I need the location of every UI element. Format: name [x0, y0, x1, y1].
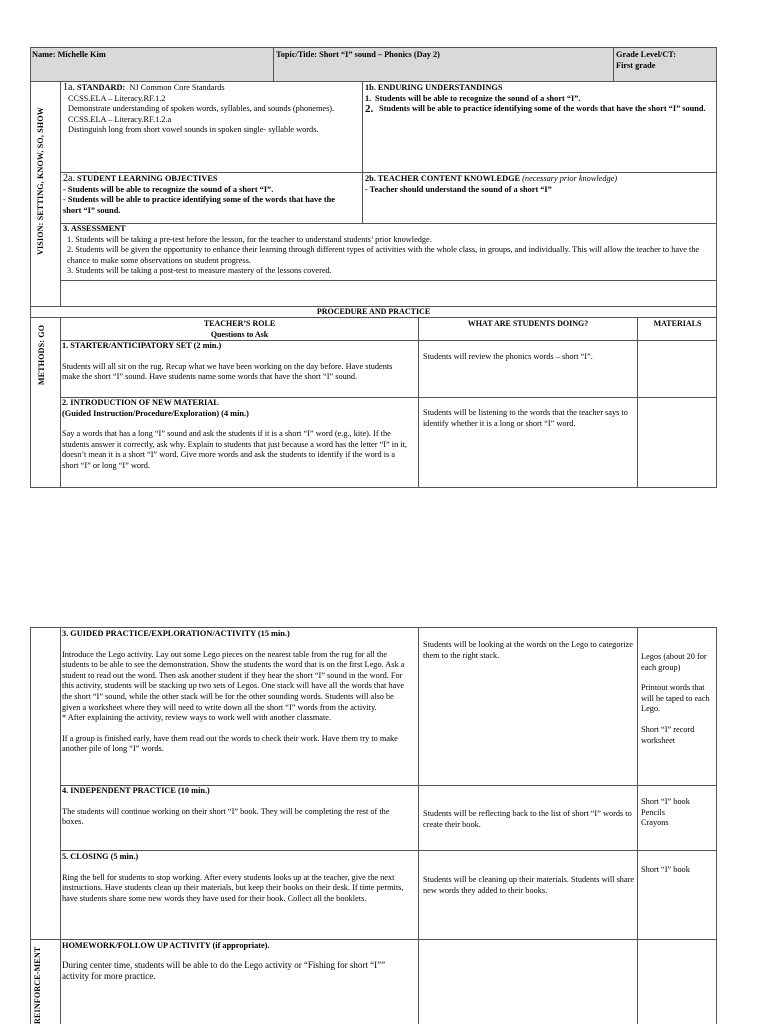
- procedure-title: PROCEDURE AND PRACTICE: [316, 307, 431, 316]
- learning-objectives: 2a. STUDENT LEARNING OBJECTIVES - Students will be able to recognize the sound of a short “I”. - Students will be able to practice identifying some of the words that have the short “I” sound.: [63, 174, 358, 216]
- assessment-item: 1. Students will be taking a pre-test before the lesson, for the teacher to understand students’ prior knowledge.: [67, 234, 432, 244]
- col-teacher-role: TEACHER’S ROLE Questions to Ask: [203, 319, 276, 339]
- vision-side-label: VISION: SETTING, KNOW, SO, SHOW: [36, 107, 45, 255]
- closing-students: Students will be cleaning up their materials. Students will share new words they added to their books.: [423, 875, 635, 895]
- independent-practice-students: Students will be reflecting back to the list of short “I” words to create their book.: [423, 809, 632, 829]
- standard-line: CCSS.ELA – Literacy.RF.1.2.a: [68, 114, 172, 124]
- grade-level-label: Grade Level/CT:: [616, 50, 676, 59]
- methods-side-label: METHODS: GO: [37, 324, 46, 385]
- standard-line: Distinguish long from short vowel sounds in spoken single- syllable words.: [68, 125, 319, 135]
- lesson-topic: Topic/Title: Short “I” sound – Phonics (Day 2): [276, 50, 440, 59]
- standard-line: CCSS.ELA – Literacy.RF.1.2: [68, 93, 166, 103]
- teacher-name: Name: Michelle Kim: [32, 50, 106, 59]
- grade-level-value: First grade: [616, 61, 656, 70]
- independent-practice-row: 4. INDEPENDENT PRACTICE (10 min.) The students will continue working on their short “I” book. They will be completing the rest of the boxes.: [62, 786, 390, 827]
- assessment-item: 2. Students will be given the opportunity to enhance their learning through different types of activities with the whole class, in groups, and individually. This will allow the teacher to have the chance to make some observations on student progress.: [67, 245, 700, 265]
- col-materials: MATERIALS: [653, 319, 702, 328]
- guided-practice-students: Students will be looking at the words on the Lego to categorize them to the right stack.: [423, 640, 633, 660]
- procedure-row: 2. INTRODUCTION OF NEW MATERIAL (Guided Instruction/Procedure/Exploration) (4 min.) Say a words that has a long “I” sound and ask the students if it is a short “I” word (e.g., kite). If the students answer it correctly, ask why. Explain to students that just because a word has the letter “I” in it, doesn’t mean it is a short “I” word. Give more words and ask the students to identify if the word is a short “I” or long “I” word.: [62, 398, 407, 470]
- teacher-content-knowledge: 2b. TEACHER CONTENT KNOWLEDGE (necessary prior knowledge) - Teacher should understand the sound of a short “I”: [365, 174, 715, 195]
- enduring-heading: 1b. ENDURING UNDERSTANDINGS: [365, 83, 503, 92]
- guided-practice-materials: Legos (about 20 for each group) Printout words that will be taped to each Lego. Short “I” record worksheet: [641, 652, 710, 745]
- assessment-item: 3. Students will be taking a post-test to measure mastery of the lessons covered.: [67, 266, 332, 276]
- teacher-knowledge-text: - Teacher should understand the sound of a short “I”: [365, 184, 552, 194]
- independent-practice-materials: Short “I” book Pencils Crayons: [641, 797, 690, 828]
- assessment-block: [63, 224, 715, 277]
- procedure-row-students: Students will review the phonics words – short “I”.: [423, 352, 593, 361]
- closing-materials: Short “I” book: [641, 865, 690, 874]
- standard-line: Demonstrate understanding of spoken words, syllables, and sounds (phonemes).: [68, 104, 335, 114]
- procedure-row: 1. STARTER/ANTICIPATORY SET (2 min.) Students will all sit on the rug. Recap what we have been working on the day before. Have students make the short “I” sound. Have students name some words that have the short “I” sound.: [62, 341, 393, 382]
- guided-practice-row: 3. GUIDED PRACTICE/EXPLORATION/ACTIVITY (15 min.) Introduce the Lego activity. Lay out some Lego pieces on the nearest table from the rug for all the students to be able to see the demonstration. Show the students the word that is on the first Lego. Ask a student to read out the word. Then ask another student if they hear the short “I” sound in the word. For this activity, students will be stacking up two sets of Legos. One stack will have all the words that have the short “I” sound, while the other stack will be for the other sounding words. Students will also be given a worksheet where they will need to write down all the short “I” words from the activity. * After explaining the activity, review ways to work well with another classmate. If a group is finished early, have them read out the words to check their work. Have them try to make another pile of long “I” words.: [62, 629, 405, 754]
- homework-block: HOMEWORK/FOLLOW UP ACTIVITY (if appropriate). During center time, students will be able to do the Lego activity or “Fishing for short “I”” activity for more practice.: [62, 941, 386, 982]
- reinforcement-side-label: REINFORCE-MENT: [33, 946, 42, 1024]
- enduring-understandings: 1b. ENDURING UNDERSTANDINGS 1. Students will be able to recognize the sound of a short “I”. 2. Students will be able to practice identifying some of the words that have the short “I” sound.: [365, 83, 715, 115]
- col-students-doing: WHAT ARE STUDENTS DOING?: [467, 319, 589, 328]
- closing-row: 5. CLOSING (5 min.) Ring the bell for students to stop working. After every students looks up at the teacher, give the next instructions. Have students clean up their materials, but keep their books on their desk. If time permits, have students share some new words they have used for their book. Collect all the booklets.: [62, 852, 404, 903]
- standard-block: 1a. STANDARD: NJ Common Core Standards CCSS.ELA – Literacy.RF.1.2 Demonstrate understanding of spoken words, syllables, and sounds (phonemes). CCSS.ELA – Literacy.RF.1.2.a Distinguish long from short vowel sounds in spoken single- syllable words.: [63, 83, 360, 136]
- enduring-item: Students will be able to recognize the sound of a short “I”.: [375, 93, 581, 103]
- enduring-item: Students will be able to practice identifying some of the words that have the short “I” sound.: [379, 104, 706, 114]
- assessment-heading: 3. ASSESSMENT: [63, 224, 126, 233]
- procedure-row-students: Students will be listening to the words that the teacher says to identify whether it is a long or short “I” word.: [423, 408, 628, 428]
- objective-item: - Students will be able to recognize the sound of a short “I”.: [63, 184, 274, 194]
- objective-item: - Students will be able to practice identifying some of the words that have the short “I” sound.: [63, 195, 335, 215]
